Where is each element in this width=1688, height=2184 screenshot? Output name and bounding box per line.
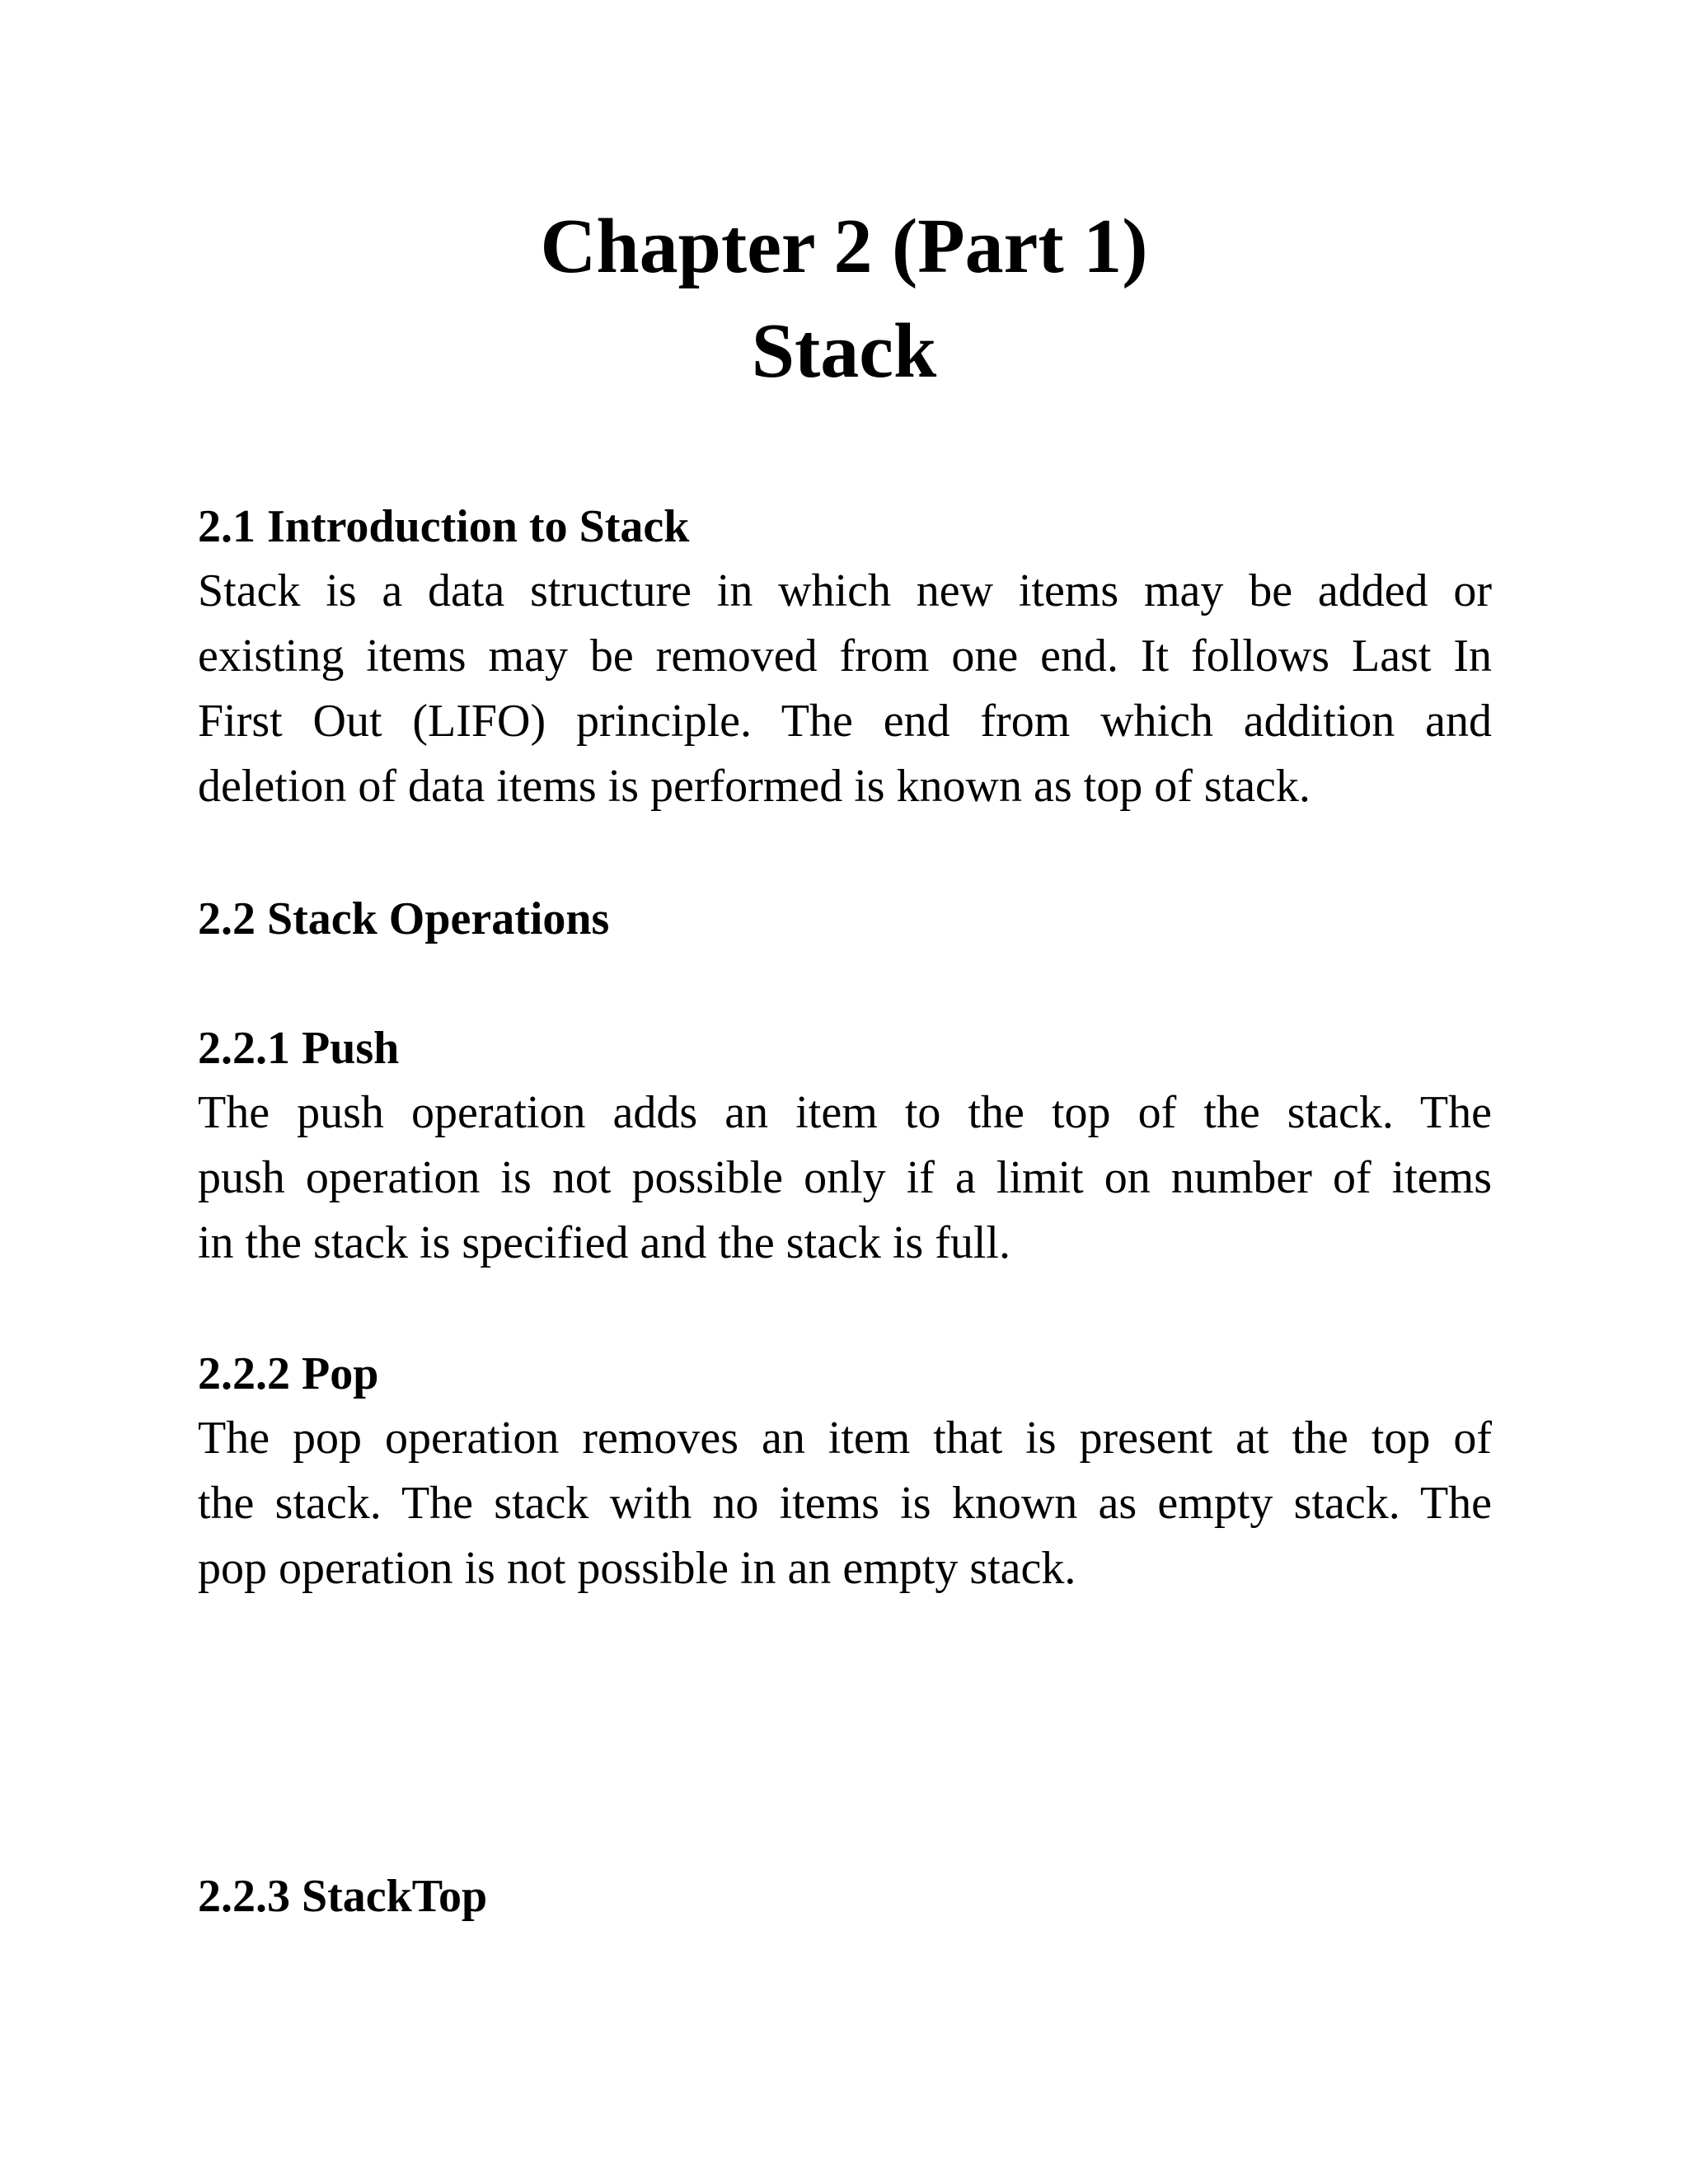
chapter-title-line: Chapter 2 (Part 1)	[540, 204, 1148, 289]
section-heading-push: 2.2.1 Push	[198, 1023, 400, 1074]
section-heading-intro: 2.1 Introduction to Stack	[198, 501, 690, 552]
paragraph-line: deletion of data items is performed is known as top of stack.	[198, 761, 1311, 812]
paragraph-line: existing items may be removed from one end. It follows Last In	[198, 630, 1492, 682]
section-heading-operations: 2.2 Stack Operations	[198, 893, 610, 944]
paragraph-pop	[198, 1406, 1492, 1601]
paragraph-line: push operation is not possible only if a limit on number of items	[198, 1152, 1492, 1203]
chapter-title	[0, 194, 1688, 404]
paragraph-line: The push operation adds an item to the top of the stack. The	[198, 1087, 1492, 1138]
paragraph-line: First Out (LIFO) principle. The end from which addition and	[198, 696, 1492, 747]
paragraph-push	[198, 1080, 1492, 1276]
paragraph-intro	[198, 559, 1492, 819]
section-heading-stacktop: 2.2.3 StackTop	[198, 1871, 488, 1922]
section-heading-pop: 2.2.2 Pop	[198, 1348, 379, 1399]
paragraph-line: pop operation is not possible in an empty stack.	[198, 1543, 1076, 1594]
paragraph-line: The pop operation removes an item that is present at the top of	[198, 1413, 1492, 1464]
paragraph-line: the stack. The stack with no items is known as empty stack. The	[198, 1478, 1492, 1529]
chapter-subtitle-line: Stack	[751, 308, 937, 394]
paragraph-line: Stack is a data structure in which new items may be added or	[198, 565, 1492, 616]
paragraph-line: in the stack is specified and the stack is full.	[198, 1217, 1010, 1268]
